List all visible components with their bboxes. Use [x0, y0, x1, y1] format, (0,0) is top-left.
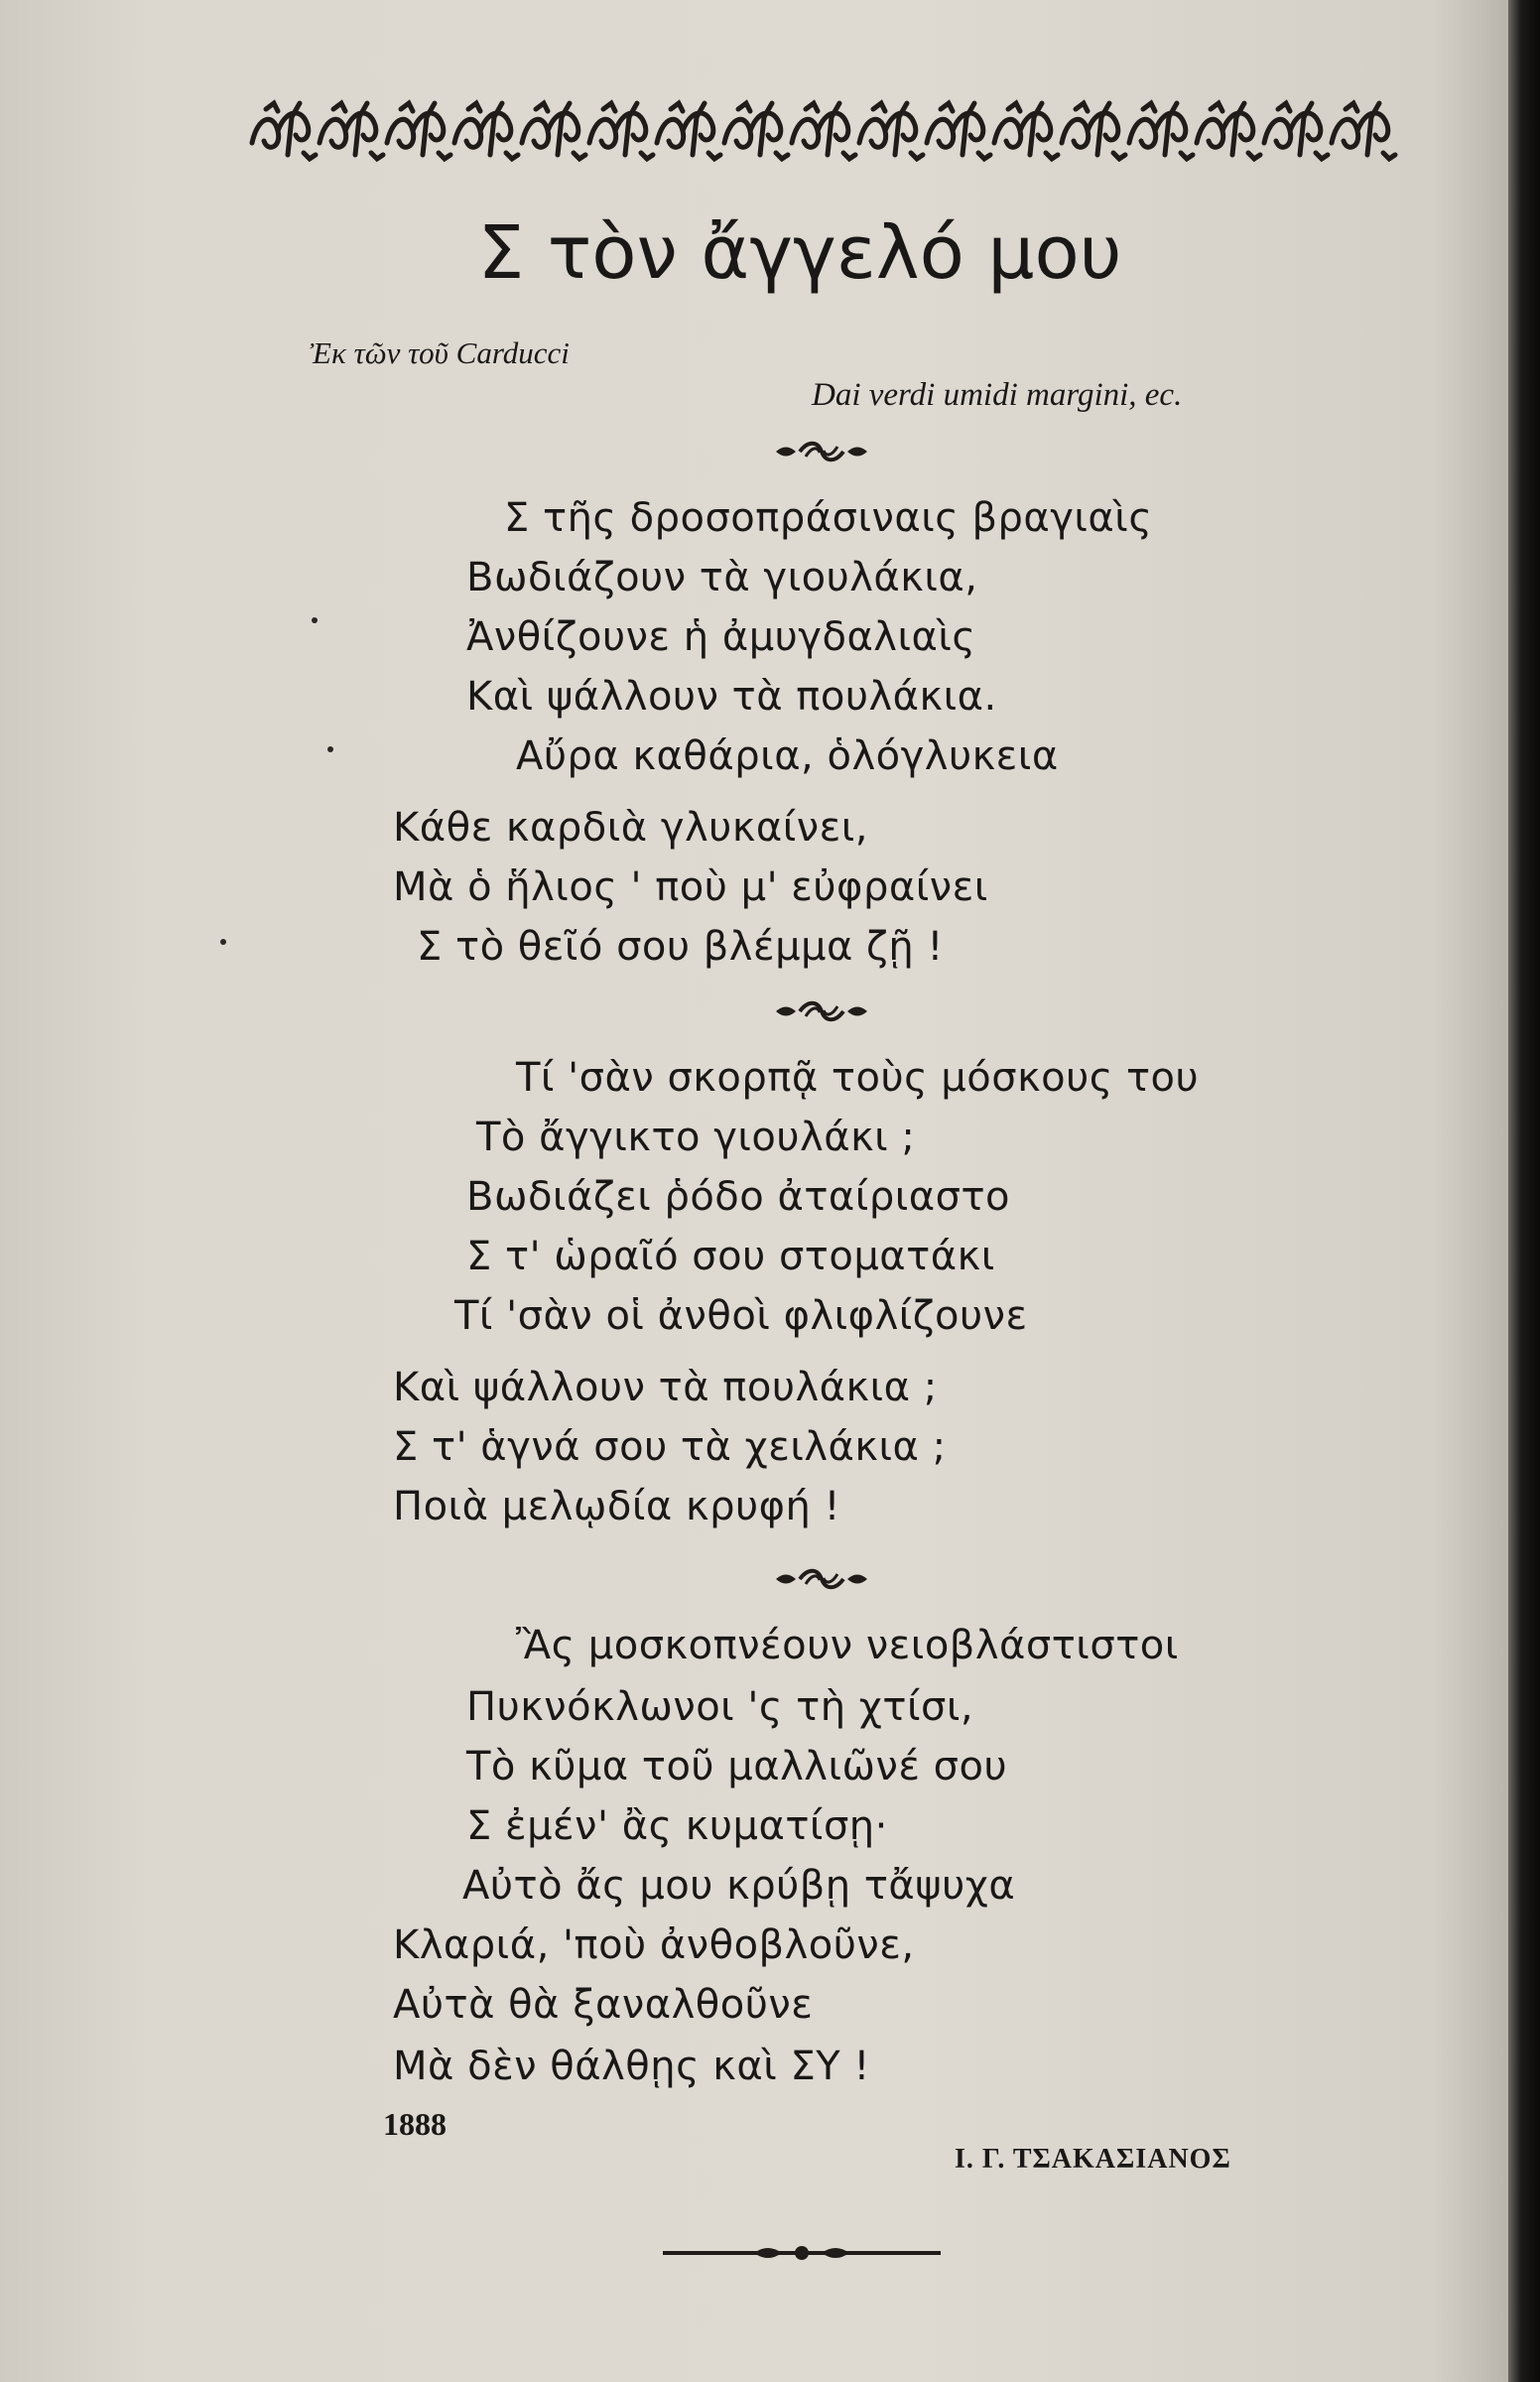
year: 1888: [383, 2106, 447, 2142]
poem-line: Αὔρα καθάρια, ὁλόγλυκεια: [516, 733, 1059, 779]
poem-line: Ἀνθίζουνε ἡ ἀμυγδαλιαὶς: [466, 614, 976, 660]
stanza-divider-1: [772, 439, 871, 464]
poem-line: Σ ἐμέν' ἂς κυματίσῃ·: [466, 1803, 888, 1849]
ink-speck: [220, 939, 226, 945]
poem-line: Μὰ δὲν θάλθῃς καὶ ΣΥ !: [393, 2044, 870, 2089]
poem-line: Βωδιάζουν τὰ γιουλάκια,: [466, 555, 978, 600]
ink-speck: [327, 746, 333, 752]
poem-line: Μὰ ὁ ἥλιος ' ποὺ μ' εὐφραίνει: [393, 864, 988, 910]
poem-line: Τὸ κῦμα τοῦ μαλλιῶνέ σου: [466, 1744, 1008, 1789]
poem-title: Σ τὸν ἄγγελό μου: [477, 210, 1122, 296]
ink-speck: [312, 617, 318, 623]
poem-line: Σ τ' ἁγνά σου τὰ χειλάκια ;: [393, 1424, 947, 1470]
poem-line: Τὸ ἄγγικτο γιουλάκι ;: [476, 1115, 916, 1160]
poem-line: Αὐτὰ θὰ ξαναλθοῦνε: [393, 1982, 814, 2028]
source-attribution: Ἐκ τῶν τοῦ Carducci: [310, 335, 570, 370]
poem-line: Σ τῆς δροσοπράσιναις βραγιαὶς: [504, 495, 1153, 541]
poem-line: Καὶ ψάλλουν τὰ πουλάκια ;: [393, 1365, 938, 1410]
end-rule-ornament: [663, 2241, 941, 2265]
epigraph-incipit: Dai verdi umidi margini, ec.: [812, 377, 1183, 413]
poem-line: Κλαριά, 'ποὺ ἀνθοβλοῦνε,: [393, 1922, 915, 1968]
stanza-divider-3: [772, 1566, 871, 1592]
poem-line: Καὶ ψάλλουν τὰ πουλάκια.: [466, 674, 997, 720]
poem-line: Κάθε καρδιὰ γλυκαίνει,: [393, 805, 869, 851]
poem-line: Τί 'σὰν σκορπᾷ τοὺς μόσκους του: [516, 1055, 1200, 1101]
stanza-divider-2: [772, 998, 871, 1024]
poem-line: Ποιὰ μελῳδία κρυφή !: [393, 1484, 841, 1529]
poem-line: Πυκνόκλωνοι 'ς τὴ χτίσι,: [466, 1684, 974, 1730]
poem-line: Σ τ' ὡραῖό σου στοματάκι: [466, 1234, 995, 1279]
poem-line: Αὐτὸ ἄς μου κρύβῃ τἄψυχα: [462, 1863, 1016, 1909]
poem-line: Σ τὸ θεῖό σου βλέμμα ζῇ !: [417, 924, 944, 970]
poem-line: Τί 'σὰν οἱ ἀνθοὶ φλιφλίζουνε: [454, 1293, 1028, 1339]
author-signature: Ι. Γ. ΤΣΑΚΑΣΙΑΝΟΣ: [955, 2144, 1231, 2175]
ornament-band: [248, 95, 1399, 167]
poem-line: Ἂς μοσκοπνέουν νειοβλάστιστοι: [516, 1623, 1179, 1668]
poem-line: Βωδιάζει ῥόδο ἀταίριαστο: [466, 1174, 1011, 1220]
book-spine-shadow: [1508, 0, 1540, 2382]
